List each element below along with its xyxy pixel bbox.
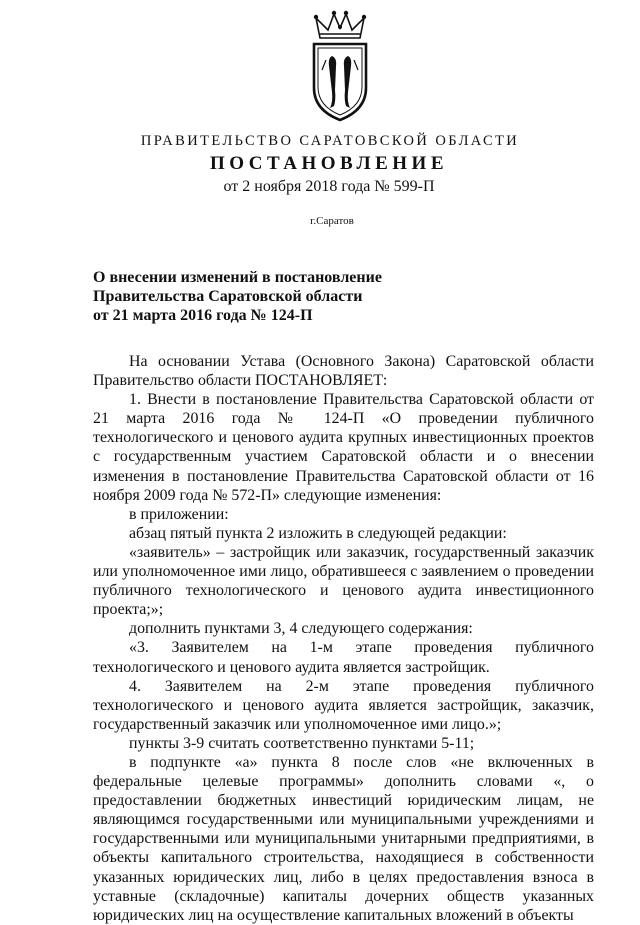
subject-line: О внесении изменений в постановление bbox=[93, 269, 382, 286]
body-paragraph: «3. Заявителем на 1-м этапе проведения публичного технологического и ценового аудита является застройщик. bbox=[93, 639, 594, 676]
body-paragraph: в приложении: bbox=[129, 505, 229, 523]
body-paragraph: абзац пятый пункта 2 изложить в следующей редакции: bbox=[129, 524, 507, 542]
body-paragraph: 1. Внести в постановление Правительства Саратовской области от 21 марта 2016 года № 124-П «О проведении публичного технологического и ценового аудита крупных инвестиционных проектов с государственным участием Саратовской области и о внесении изменения в постановление Правительства Саратовской области от 16 ноября 2009 года № 572-П» следующие изменения: bbox=[93, 391, 594, 504]
body-paragraph: «заявитель» – застройщик или заказчик, государственный заказчик или уполномоченное ими лицо, обратившееся с заявлением о проведении публичного технологического и ценового аудита инвестиционного проекта;»; bbox=[93, 543, 594, 619]
government-name: ПРАВИТЕЛЬСТВО САРАТОВСКОЙ ОБЛАСТИ bbox=[140, 133, 520, 149]
body-paragraph: На основании Устава (Основного Закона) Саратовской области Правительство области ПОСТАНОВЛЯЕТ: bbox=[93, 353, 594, 390]
decree-title: ПОСТАНОВЛЕНИЕ bbox=[209, 153, 449, 174]
decree-body bbox=[93, 352, 594, 925]
decree-subject bbox=[93, 268, 453, 325]
body-paragraph: 4. Заявителем на 2-м этапе проведения публичного технологического и ценового аудита является застройщик, заказчик, государственный заказчик или уполномоченное ими лицо.»; bbox=[93, 677, 594, 733]
saratov-coat-of-arms-icon bbox=[306, 10, 374, 122]
subject-line: Правительства Саратовской области bbox=[93, 288, 363, 305]
city-name: г.Саратов bbox=[310, 215, 354, 227]
body-paragraph: пункты 3-9 считать соответственно пунктами 5-11; bbox=[129, 734, 475, 752]
body-paragraph: дополнить пунктами 3, 4 следующего содержания: bbox=[129, 620, 473, 638]
decree-date-number: от 2 ноября 2018 года № 599-П bbox=[223, 178, 435, 195]
subject-line: от 21 марта 2016 года № 124-П bbox=[93, 307, 313, 324]
body-paragraph: в подпункте «а» пункта 8 после слов «не включенных в федеральные целевые программы» дополнить словами «, о предоставлении бюджетных инвестиций юридическим лицам, не являющимся государственными или муниципальными учреждениями и государственными или муниципальными унитарными предприятиями, в объекты капитального строительства, находящиеся в собственности указанных юридических лиц, либо в целях предоставления взноса в уставные (складочные) капиталы дочерних обществ указанных юридических лиц на осуществление капитальных вложений в объекты bbox=[93, 753, 594, 924]
